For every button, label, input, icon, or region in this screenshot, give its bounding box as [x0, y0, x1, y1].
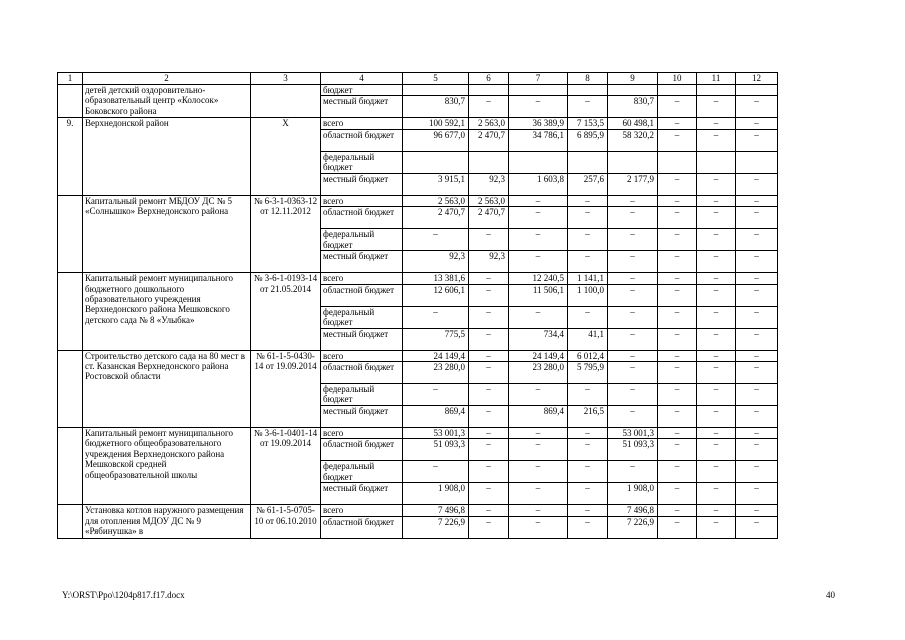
funding-source: федеральный бюджет — [321, 229, 403, 251]
amount-cell: – — [697, 483, 736, 505]
amount-cell: 92,3 — [403, 251, 469, 273]
document-reference — [251, 85, 321, 118]
amount-cell: 24 149,4 — [403, 350, 469, 361]
amount-cell: – — [568, 461, 608, 483]
amount-cell: – — [469, 483, 509, 505]
amount-cell: 7 496,8 — [608, 505, 658, 516]
amount-cell: – — [697, 96, 736, 118]
page-number: 40 — [826, 590, 835, 600]
amount-cell: – — [697, 129, 736, 151]
table-row — [58, 85, 778, 96]
amount-cell: – — [469, 96, 509, 118]
funding-source: федеральный бюджет — [321, 384, 403, 406]
amount-cell: 830,7 — [608, 96, 658, 118]
amount-cell: – — [509, 207, 568, 229]
amount-cell: 2 177,9 — [608, 173, 658, 195]
amount-cell: – — [736, 306, 778, 328]
amount-cell: 6 895,9 — [568, 129, 608, 151]
funding-source: областной бюджет — [321, 439, 403, 461]
amount-cell: 23 280,0 — [509, 362, 568, 384]
amount-cell: – — [469, 328, 509, 350]
amount-cell: – — [658, 173, 697, 195]
amount-cell: – — [736, 483, 778, 505]
amount-cell: – — [736, 516, 778, 538]
amount-cell: 53 001,3 — [608, 428, 658, 439]
amount-cell: 775,5 — [403, 328, 469, 350]
amount-cell: – — [658, 461, 697, 483]
funding-source: всего — [321, 118, 403, 129]
amount-cell — [568, 85, 608, 96]
column-number: 7 — [509, 73, 568, 85]
table-row — [58, 118, 778, 129]
amount-cell: – — [568, 96, 608, 118]
amount-cell: – — [736, 428, 778, 439]
amount-cell: 869,4 — [509, 406, 568, 428]
amount-cell: – — [568, 195, 608, 206]
amount-cell: – — [469, 516, 509, 538]
column-number: 9 — [608, 73, 658, 85]
funding-source: всего — [321, 428, 403, 439]
amount-cell — [509, 85, 568, 96]
amount-cell: 13 381,6 — [403, 273, 469, 284]
amount-cell: – — [697, 306, 736, 328]
amount-cell: – — [403, 384, 469, 406]
amount-cell — [658, 85, 697, 96]
amount-cell: – — [736, 350, 778, 361]
funding-source: областной бюджет — [321, 284, 403, 306]
amount-cell: – — [658, 229, 697, 251]
amount-cell: – — [658, 306, 697, 328]
amount-cell: – — [697, 505, 736, 516]
amount-cell: – — [469, 284, 509, 306]
amount-cell: – — [697, 273, 736, 284]
amount-cell: – — [658, 516, 697, 538]
amount-cell: – — [658, 384, 697, 406]
amount-cell: – — [403, 306, 469, 328]
column-number-row — [58, 73, 778, 85]
amount-cell: – — [658, 207, 697, 229]
amount-cell: 830,7 — [403, 96, 469, 118]
document-reference: № 3-6-1-0401-14 от 19.09.2014 — [251, 428, 321, 505]
amount-cell: – — [736, 439, 778, 461]
amount-cell: – — [736, 461, 778, 483]
amount-cell: 92,3 — [469, 173, 509, 195]
amount-cell: – — [568, 207, 608, 229]
amount-cell — [697, 151, 736, 173]
row-number — [58, 195, 83, 272]
amount-cell: – — [658, 251, 697, 273]
object-name: Верхнедонской район — [83, 118, 251, 195]
funding-source: бюджет — [321, 85, 403, 96]
funding-source: областной бюджет — [321, 207, 403, 229]
amount-cell: – — [509, 483, 568, 505]
amount-cell: – — [658, 129, 697, 151]
amount-cell: – — [736, 195, 778, 206]
amount-cell — [469, 85, 509, 96]
amount-cell: – — [697, 406, 736, 428]
amount-cell: – — [608, 306, 658, 328]
column-number: 10 — [658, 73, 697, 85]
row-number — [58, 350, 83, 427]
amount-cell: 1 141,1 — [568, 273, 608, 284]
amount-cell: – — [469, 461, 509, 483]
amount-cell: – — [736, 118, 778, 129]
amount-cell: – — [697, 284, 736, 306]
amount-cell: 11 506,1 — [509, 284, 568, 306]
amount-cell: – — [608, 328, 658, 350]
table-row — [58, 428, 778, 439]
amount-cell: 100 592,1 — [403, 118, 469, 129]
amount-cell: – — [736, 207, 778, 229]
amount-cell: – — [509, 516, 568, 538]
amount-cell: 2 470,7 — [469, 129, 509, 151]
object-name: Капитальный ремонт муниципального бюджетного дошкольного образовательного учреждения Верхнедонского района Мешковского детского сада № 8 «Улыбка» — [83, 273, 251, 350]
amount-cell: 51 093,3 — [608, 439, 658, 461]
amount-cell: – — [608, 229, 658, 251]
amount-cell: – — [658, 273, 697, 284]
amount-cell: – — [608, 384, 658, 406]
amount-cell — [697, 85, 736, 96]
amount-cell: 257,6 — [568, 173, 608, 195]
amount-cell: – — [736, 96, 778, 118]
amount-cell — [469, 151, 509, 173]
funding-source: всего — [321, 350, 403, 361]
amount-cell: – — [469, 362, 509, 384]
amount-cell: 7 226,9 — [608, 516, 658, 538]
amount-cell: – — [697, 118, 736, 129]
amount-cell: – — [736, 406, 778, 428]
funding-source: федеральный бюджет — [321, 151, 403, 173]
amount-cell: – — [658, 362, 697, 384]
row-number — [58, 273, 83, 350]
amount-cell: 34 786,1 — [509, 129, 568, 151]
amount-cell: – — [658, 96, 697, 118]
amount-cell — [403, 85, 469, 96]
amount-cell: 1 908,0 — [608, 483, 658, 505]
amount-cell: – — [509, 505, 568, 516]
amount-cell: – — [509, 96, 568, 118]
amount-cell — [509, 151, 568, 173]
amount-cell: – — [736, 229, 778, 251]
amount-cell: – — [697, 350, 736, 361]
document-reference: Х — [251, 118, 321, 195]
amount-cell: – — [608, 251, 658, 273]
amount-cell: – — [736, 173, 778, 195]
amount-cell — [736, 85, 778, 96]
amount-cell: – — [568, 516, 608, 538]
funding-source: всего — [321, 195, 403, 206]
funding-source: всего — [321, 505, 403, 516]
column-number: 6 — [469, 73, 509, 85]
amount-cell: – — [403, 461, 469, 483]
amount-cell: – — [568, 306, 608, 328]
document-reference: № 3-6-1-0193-14 от 21.05.2014 — [251, 273, 321, 350]
table-row — [58, 195, 778, 206]
document-reference: № 61-1-5-0705-10 от 06.10.2010 — [251, 505, 321, 538]
amount-cell: – — [469, 428, 509, 439]
amount-cell: – — [568, 384, 608, 406]
amount-cell: 24 149,4 — [509, 350, 568, 361]
column-number: 1 — [58, 73, 83, 85]
amount-cell: 5 795,9 — [568, 362, 608, 384]
table-row — [58, 505, 778, 516]
object-name: детей детский оздоровительно-образовательный центр «Колосок» Боковского района — [83, 85, 251, 118]
amount-cell: 7 226,9 — [403, 516, 469, 538]
amount-cell: – — [509, 439, 568, 461]
amount-cell: – — [469, 229, 509, 251]
funding-source: федеральный бюджет — [321, 306, 403, 328]
object-name: Установка котлов наружного размещения для отопления МДОУ ДС № 9 «Рябинушка» в — [83, 505, 251, 538]
amount-cell: – — [736, 273, 778, 284]
amount-cell: – — [568, 505, 608, 516]
amount-cell: 96 677,0 — [403, 129, 469, 151]
amount-cell: – — [658, 406, 697, 428]
amount-cell: 869,4 — [403, 406, 469, 428]
amount-cell: – — [658, 505, 697, 516]
amount-cell: 60 498,1 — [608, 118, 658, 129]
amount-cell: – — [509, 251, 568, 273]
amount-cell: – — [608, 273, 658, 284]
amount-cell: – — [736, 284, 778, 306]
amount-cell: – — [509, 428, 568, 439]
amount-cell: – — [403, 229, 469, 251]
amount-cell: – — [658, 195, 697, 206]
amount-cell: – — [469, 439, 509, 461]
amount-cell: – — [608, 195, 658, 206]
amount-cell: 2 563,0 — [403, 195, 469, 206]
funding-source: местный бюджет — [321, 483, 403, 505]
amount-cell: – — [658, 439, 697, 461]
funding-source: местный бюджет — [321, 328, 403, 350]
amount-cell: 36 389,9 — [509, 118, 568, 129]
amount-cell: – — [736, 362, 778, 384]
funding-source: областной бюджет — [321, 362, 403, 384]
amount-cell — [736, 151, 778, 173]
amount-cell: 23 280,0 — [403, 362, 469, 384]
amount-cell: 2 563,0 — [469, 195, 509, 206]
amount-cell: – — [608, 350, 658, 361]
amount-cell: – — [608, 406, 658, 428]
amount-cell: 53 001,3 — [403, 428, 469, 439]
amount-cell: – — [608, 207, 658, 229]
amount-cell: – — [697, 173, 736, 195]
funding-source: местный бюджет — [321, 406, 403, 428]
amount-cell: – — [697, 362, 736, 384]
amount-cell: – — [469, 273, 509, 284]
column-number: 11 — [697, 73, 736, 85]
amount-cell: 3 915,1 — [403, 173, 469, 195]
amount-cell: – — [469, 406, 509, 428]
amount-cell: – — [736, 505, 778, 516]
amount-cell: – — [658, 350, 697, 361]
amount-cell: – — [697, 229, 736, 251]
amount-cell: – — [697, 516, 736, 538]
amount-cell: – — [736, 129, 778, 151]
amount-cell: – — [469, 306, 509, 328]
amount-cell: 51 093,3 — [403, 439, 469, 461]
table-row — [58, 273, 778, 284]
amount-cell: – — [509, 306, 568, 328]
column-number: 2 — [83, 73, 251, 85]
amount-cell: – — [608, 362, 658, 384]
amount-cell: 1 100,0 — [568, 284, 608, 306]
amount-cell — [403, 151, 469, 173]
row-number — [58, 428, 83, 505]
amount-cell: – — [608, 284, 658, 306]
amount-cell: – — [697, 384, 736, 406]
amount-cell — [608, 151, 658, 173]
amount-cell: – — [568, 428, 608, 439]
amount-cell: – — [736, 251, 778, 273]
amount-cell: 92,3 — [469, 251, 509, 273]
amount-cell — [568, 151, 608, 173]
funding-source: федеральный бюджет — [321, 461, 403, 483]
funding-source: местный бюджет — [321, 251, 403, 273]
amount-cell: – — [697, 251, 736, 273]
amount-cell: – — [658, 328, 697, 350]
column-number: 5 — [403, 73, 469, 85]
amount-cell: 734,4 — [509, 328, 568, 350]
document-reference: № 6-3-1-0363-12 от 12.11.2012 — [251, 195, 321, 272]
amount-cell: – — [509, 384, 568, 406]
amount-cell: – — [509, 195, 568, 206]
object-name: Капитальный ремонт МБДОУ ДС № 5 «Солнышко» Верхнедонского района — [83, 195, 251, 272]
amount-cell: – — [736, 328, 778, 350]
file-path: Y:\ORST\Ppo\1204p817.f17.docx — [62, 590, 185, 600]
row-number — [58, 85, 83, 118]
document-reference: № 61-1-5-0430-14 от 19.09.2014 — [251, 350, 321, 427]
amount-cell: 216,5 — [568, 406, 608, 428]
amount-cell: – — [469, 350, 509, 361]
amount-cell: 1 603,8 — [509, 173, 568, 195]
row-number — [58, 505, 83, 538]
amount-cell: – — [697, 195, 736, 206]
amount-cell: 12 240,5 — [509, 273, 568, 284]
amount-cell: – — [697, 207, 736, 229]
object-name: Строительство детского сада на 80 мест в ст. Казанская Верхнедонского района Ростовской области — [83, 350, 251, 427]
funding-source: всего — [321, 273, 403, 284]
budget-table — [57, 72, 778, 539]
amount-cell: 7 153,5 — [568, 118, 608, 129]
amount-cell: 12 606,1 — [403, 284, 469, 306]
amount-cell: – — [697, 461, 736, 483]
amount-cell: 58 320,2 — [608, 129, 658, 151]
amount-cell: – — [697, 328, 736, 350]
column-number: 3 — [251, 73, 321, 85]
amount-cell: – — [658, 284, 697, 306]
row-number: 9. — [58, 118, 83, 195]
funding-source: местный бюджет — [321, 173, 403, 195]
amount-cell: – — [658, 428, 697, 439]
amount-cell: – — [697, 439, 736, 461]
amount-cell: 1 908,0 — [403, 483, 469, 505]
amount-cell: 2 470,7 — [403, 207, 469, 229]
amount-cell: – — [568, 483, 608, 505]
amount-cell: 2 563,0 — [469, 118, 509, 129]
amount-cell: – — [736, 384, 778, 406]
amount-cell: – — [509, 229, 568, 251]
column-number: 8 — [568, 73, 608, 85]
amount-cell — [608, 85, 658, 96]
amount-cell: – — [568, 251, 608, 273]
funding-source: областной бюджет — [321, 129, 403, 151]
amount-cell: – — [568, 439, 608, 461]
amount-cell: 2 470,7 — [469, 207, 509, 229]
amount-cell: – — [469, 384, 509, 406]
amount-cell: – — [469, 505, 509, 516]
amount-cell: 6 012,4 — [568, 350, 608, 361]
amount-cell: – — [509, 461, 568, 483]
amount-cell: – — [658, 118, 697, 129]
column-number: 4 — [321, 73, 403, 85]
object-name: Капитальный ремонт муниципального бюджетного общеобразовательного учреждения Верхнедонского района Мешковской средней общеобразовательной школы — [83, 428, 251, 505]
funding-source: областной бюджет — [321, 516, 403, 538]
amount-cell: 41,1 — [568, 328, 608, 350]
amount-cell: – — [608, 461, 658, 483]
amount-cell: – — [658, 483, 697, 505]
column-number: 12 — [736, 73, 778, 85]
amount-cell: – — [568, 229, 608, 251]
amount-cell: – — [697, 428, 736, 439]
funding-source: местный бюджет — [321, 96, 403, 118]
table-row — [58, 350, 778, 361]
amount-cell: 7 496,8 — [403, 505, 469, 516]
amount-cell — [658, 151, 697, 173]
